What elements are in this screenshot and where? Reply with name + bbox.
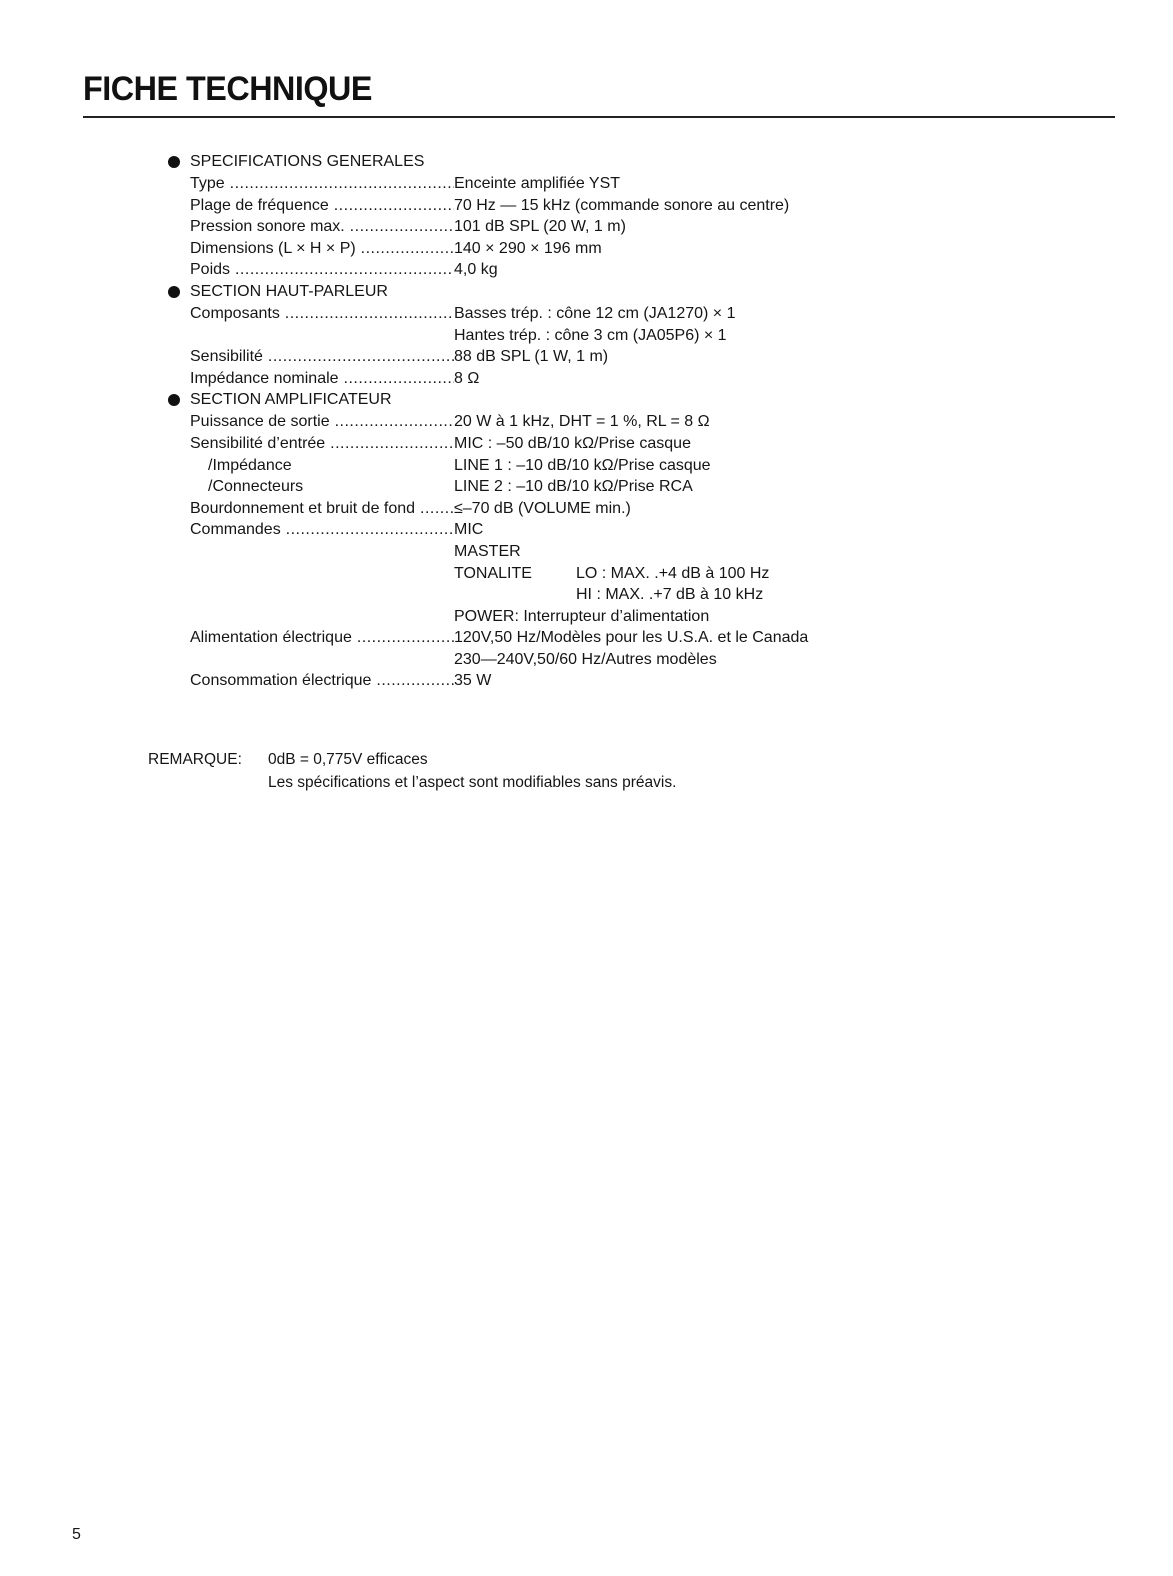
spec-row [168, 519, 888, 541]
spec-label: Dimensions (L × H × P) ..... [190, 238, 454, 260]
spec-row [168, 455, 888, 477]
spec-value: 230—240V,50/60 Hz/Autres modèles [454, 650, 717, 668]
page-title: FICHE TECHNIQUE [83, 70, 372, 108]
spec-row [168, 195, 888, 217]
spec-row [168, 649, 888, 671]
spec-value: 35 W [454, 672, 492, 690]
spec-value: 70 Hz — 15 kHz (commande sonore au centre) [454, 196, 790, 214]
specifications [168, 151, 888, 692]
spec-value: HI : MAX. .+7 dB à 10 kHz [576, 586, 764, 604]
spec-row [168, 584, 888, 606]
spec-row [168, 238, 888, 260]
spec-value: Basses trép. : cône 12 cm (JA1270) × 1 [454, 304, 736, 322]
spec-row [168, 216, 888, 238]
spec-label: Type ..... [190, 173, 454, 195]
title-rule [83, 116, 1115, 118]
spec-value: 120V,50 Hz/Modèles pour les U.S.A. et le Canada [454, 629, 809, 647]
section-title: SECTION HAUT-PARLEUR [190, 282, 388, 300]
spec-label: Poids ..... [190, 259, 454, 281]
spec-label: /Connecteurs [208, 478, 304, 496]
spec-label: Consommation électrique ..... [190, 670, 454, 692]
spec-label: Sensibilité d’entrée ..... [190, 433, 454, 455]
spec-value: POWER: Interrupteur d’alimentation [454, 607, 710, 625]
spec-row [168, 498, 888, 520]
spec-row [168, 433, 888, 455]
spec-row [168, 476, 888, 498]
tone-key: TONALITE [454, 564, 532, 582]
spec-value: LINE 2 : –10 dB/10 kΩ/Prise RCA [454, 478, 693, 496]
page-number: 5 [72, 1526, 81, 1543]
bullet-icon [168, 394, 180, 406]
spec-value: MASTER [454, 542, 521, 560]
remark-line: 0dB = 0,775V efficaces [268, 751, 428, 768]
spec-value: 20 W à 1 kHz, DHT = 1 %, RL = 8 Ω [454, 413, 710, 431]
spec-value: LINE 1 : –10 dB/10 kΩ/Prise casque [454, 456, 711, 474]
spec-row [168, 346, 888, 368]
spec-value: Enceinte amplifiée YST [454, 175, 621, 192]
spec-row [168, 563, 888, 585]
spec-value: 101 dB SPL (20 W, 1 m) [454, 218, 626, 236]
spec-label: Pression sonore max. ..... [190, 216, 454, 238]
spec-label: Sensibilité ..... [190, 346, 454, 368]
spec-value: MIC [454, 521, 484, 539]
spec-value: MIC : –50 dB/10 kΩ/Prise casque [454, 434, 691, 452]
spec-label: Alimentation électrique ..... [190, 627, 454, 649]
spec-row [168, 411, 888, 433]
bullet-icon [168, 286, 180, 298]
bullet-icon [168, 156, 180, 168]
spec-label: Plage de fréquence ..... [190, 195, 454, 217]
spec-value: ≤–70 dB (VOLUME min.) [454, 499, 631, 517]
spec-row [168, 627, 888, 649]
spec-row [168, 173, 888, 195]
spec-value: 8 Ω [454, 369, 480, 387]
remark-line: Les spécifications et l’aspect sont modifiables sans préavis. [268, 774, 677, 791]
spec-value: Hantes trép. : cône 3 cm (JA05P6) × 1 [454, 326, 727, 344]
spec-value: LO : MAX. .+4 dB à 100 Hz [576, 564, 770, 582]
spec-label: Composants ..... [190, 303, 454, 325]
spec-label: /Impédance [208, 456, 292, 474]
spec-value: 140 × 290 × 196 mm [454, 239, 602, 257]
spec-row [168, 259, 888, 281]
spec-row [168, 368, 888, 390]
spec-label: Puissance de sortie ..... [190, 411, 454, 433]
spec-row [168, 541, 888, 563]
spec-row [168, 606, 888, 628]
section-heading-speaker [168, 281, 888, 303]
remark-label: REMARQUE: [148, 751, 242, 768]
spec-row [168, 325, 888, 347]
spec-value: 4,0 kg [454, 261, 498, 279]
spec-value: 88 dB SPL (1 W, 1 m) [454, 348, 609, 366]
spec-label: Bourdonnement et bruit de fond ..... [190, 498, 454, 520]
section-title: SECTION AMPLIFICATEUR [190, 391, 392, 409]
section-heading-general [168, 151, 888, 173]
spec-label: Impédance nominale ..... [190, 368, 454, 390]
spec-row [168, 670, 888, 692]
spec-row [168, 303, 888, 325]
section-heading-amplifier [168, 389, 888, 411]
spec-label: Commandes ..... [190, 519, 454, 541]
section-title: SPECIFICATIONS GENERALES [190, 153, 425, 170]
